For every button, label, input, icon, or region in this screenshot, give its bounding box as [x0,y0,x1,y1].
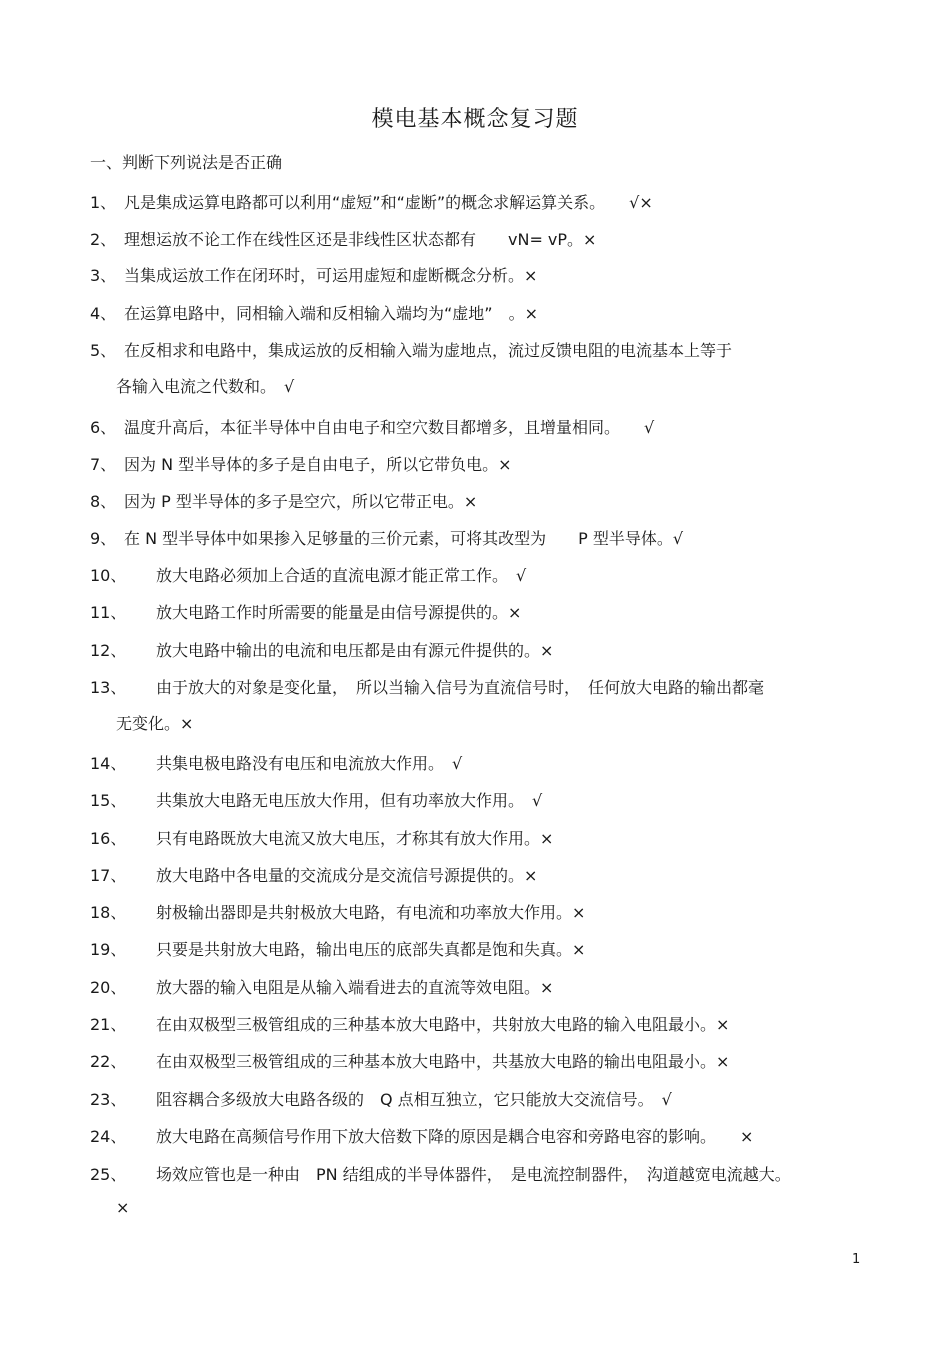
question-text: 因为 N 型半导体的多子是自由电子，所以它带负电。× [124,455,512,474]
question-number: 12、 [90,641,127,660]
question-text: 放大器的输入电阻是从输入端看进去的直流等效电阻。× [156,978,554,997]
section-heading: 一、判断下列说法是否正确 [90,153,283,172]
question-text: 共集放大电路无电压放大作用，但有功率放大作用。 √ [156,791,543,810]
question-text: 放大电路在高频信号作用下放大倍数下降的原因是耦合电容和旁路电容的影响。 × [156,1127,754,1146]
question-number: 2、 [90,230,117,249]
question-text: 放大电路工作时所需要的能量是由信号源提供的。× [156,603,522,622]
question-text: 只要是共射放大电路，输出电压的底部失真都是饱和失真。× [156,940,586,959]
question-text: 放大电路中输出的电流和电压都是由有源元件提供的。× [156,641,554,660]
question-number: 5、 [90,341,117,360]
question-number: 8、 [90,492,117,511]
question-text: 当集成运放工作在闭环时，可运用虚短和虚断概念分析。× [124,266,538,285]
question-text: 放大电路必须加上合适的直流电源才能正常工作。 √ [156,566,527,585]
question-number: 11、 [90,603,127,622]
document-title: 模电基本概念复习题 [371,107,579,132]
question-number: 23、 [90,1090,127,1109]
question-number: 16、 [90,829,127,848]
question-text: 在运算电路中，同相输入端和反相输入端均为“虚地” 。× [124,304,538,323]
question-number: 14、 [90,754,127,773]
page-number: 1 [852,1252,861,1267]
question-number: 4、 [90,304,117,323]
question-text: 因为 P 型半导体的多子是空穴，所以它带正电。× [124,492,478,511]
question-number: 6、 [90,418,117,437]
question-number: 7、 [90,455,117,474]
question-number: 1、 [90,193,117,212]
question-text: 阻容耦合多级放大电路各级的 Q 点相互独立，它只能放大交流信号。 √ [156,1090,672,1109]
question-text: 放大电路中各电量的交流成分是交流信号源提供的。× [156,866,538,885]
question-text: 由于放大的对象是变化量， 所以当输入信号为直流信号时， 任何放大电路的输出都毫 [156,678,765,697]
question-text: 理想运放不论工作在线性区还是非线性区状态都有 vN= vP。× [124,230,597,249]
question-number: 13、 [90,678,127,697]
question-number: 17、 [90,866,127,885]
question-text-continuation: 各输入电流之代数和。 √ [116,377,295,396]
question-text: 在反相求和电路中，集成运放的反相输入端为虚地点，流过反馈电阻的电流基本上等于 [124,341,733,360]
question-number: 9、 [90,529,117,548]
question-number: 20、 [90,978,127,997]
question-text: 射极输出器即是共射极放大电路，有电流和功率放大作用。× [156,903,586,922]
question-number: 18、 [90,903,127,922]
question-text-continuation: 无变化。× [116,714,194,733]
question-number: 25、 [90,1165,127,1184]
question-number: 21、 [90,1015,127,1034]
question-number: 15、 [90,791,127,810]
question-text: 在由双极型三极管组成的三种基本放大电路中，共基放大电路的输出电阻最小。× [156,1052,730,1071]
question-number: 19、 [90,940,127,959]
question-text: 共集电极电路没有电压和电流放大作用。 √ [156,754,463,773]
question-number: 3、 [90,266,117,285]
question-text: 只有电路既放大电流又放大电压，才称其有放大作用。× [156,829,554,848]
question-text: 在 N 型半导体中如果掺入足够量的三价元素，可将其改型为 P 型半导体。√ [124,529,684,548]
question-text-continuation: × [116,1198,130,1217]
question-text: 温度升高后，本征半导体中自由电子和空穴数目都增多，且增量相同。 √ [124,418,655,437]
question-number: 10、 [90,566,127,585]
question-number: 24、 [90,1127,127,1146]
question-text: 凡是集成运算电路都可以利用“虚短”和“虚断”的概念求解运算关系。 √× [124,193,653,212]
question-text: 场效应管也是一种由 PN 结组成的半导体器件， 是电流控制器件， 沟道越宽电流越大。 [156,1165,791,1184]
question-text: 在由双极型三极管组成的三种基本放大电路中，共射放大电路的输入电阻最小。× [156,1015,730,1034]
question-number: 22、 [90,1052,127,1071]
